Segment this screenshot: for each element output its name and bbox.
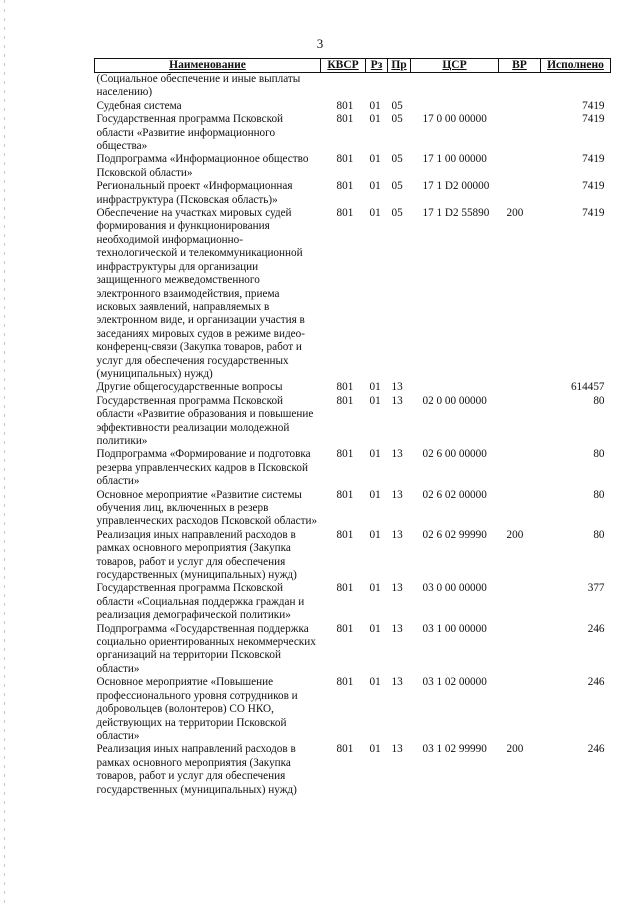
cell-csr: 02 6 02 00000	[422, 488, 487, 501]
cell-vr	[499, 100, 541, 113]
cell-pr: 13	[391, 448, 403, 461]
cell-rz: 01	[369, 528, 381, 541]
cell-rz: 01	[369, 153, 381, 166]
table-row	[95, 623, 611, 677]
cell-name: Основное мероприятие «Повышение профессионального уровня сотрудников и добровольцев (волонтеров) СО НКО, действующих на территории Псковской области»	[96, 676, 298, 742]
cell-kvsr: 801	[336, 488, 354, 501]
cell-vr	[499, 582, 541, 622]
table-row	[95, 73, 611, 100]
cell-csr	[411, 100, 499, 113]
cell-vr	[499, 381, 541, 394]
table-row	[95, 100, 611, 113]
scan-edge	[4, 0, 5, 905]
cell-vr	[499, 395, 541, 449]
cell-kvsr: 801	[336, 180, 354, 193]
cell-vr: 200	[506, 207, 524, 220]
table-row	[95, 529, 611, 583]
cell-kvsr: 801	[336, 622, 354, 635]
cell-pr: 13	[391, 488, 403, 501]
cell-vr	[499, 623, 541, 677]
table-row	[95, 207, 611, 381]
table-row	[95, 743, 611, 797]
cell-kvsr: 801	[336, 582, 354, 595]
cell-isp: 377	[587, 582, 605, 595]
header-isp: Исполнено	[541, 59, 611, 73]
cell-pr: 05	[391, 153, 403, 166]
header-kvsr: КВСР	[321, 59, 366, 73]
cell-vr	[499, 489, 541, 529]
cell-kvsr: 801	[336, 381, 354, 394]
cell-name: Государственная программа Псковской области «Социальная поддержка граждан и реализация демографической политики»	[96, 582, 305, 622]
cell-vr	[499, 153, 541, 180]
table-body	[95, 73, 611, 797]
cell-rz: 01	[369, 582, 381, 595]
cell-rz: 01	[369, 488, 381, 501]
cell-csr: 17 1 00 00000	[422, 153, 487, 166]
cell-name: (Социальное обеспечение и иные выплаты населению)	[96, 73, 301, 99]
cell-kvsr: 801	[336, 394, 354, 407]
cell-kvsr: 801	[336, 207, 354, 220]
table-row	[95, 180, 611, 207]
header-rz: Рз	[366, 59, 388, 73]
cell-rz: 01	[369, 622, 381, 635]
cell-vr	[499, 180, 541, 207]
cell-vr	[499, 676, 541, 743]
cell-vr	[499, 448, 541, 488]
cell-vr: 200	[506, 528, 524, 541]
cell-rz: 01	[369, 180, 381, 193]
cell-pr: 13	[391, 381, 403, 394]
table-row	[95, 489, 611, 529]
table-row	[95, 153, 611, 180]
cell-csr: 17 1 D2 55890	[422, 207, 490, 220]
cell-pr: 05	[391, 207, 403, 220]
cell-kvsr: 801	[336, 99, 354, 112]
cell-isp: 80	[593, 488, 605, 501]
cell-vr: 200	[506, 743, 524, 756]
cell-pr: 13	[391, 394, 403, 407]
cell-kvsr: 801	[336, 528, 354, 541]
cell-name: Подпрограмма «Формирование и подготовка резерва управленческих кадров в Псковской области»	[96, 448, 311, 488]
cell-kvsr: 801	[336, 448, 354, 461]
cell-rz: 01	[369, 394, 381, 407]
table-row	[95, 676, 611, 743]
cell-rz: 01	[369, 99, 381, 112]
cell-csr: 03 1 02 99990	[422, 743, 487, 756]
cell-kvsr: 801	[336, 676, 354, 689]
cell-isp: 246	[587, 622, 605, 635]
cell-csr: 17 1 D2 00000	[422, 180, 490, 193]
cell-rz: 01	[369, 113, 381, 126]
cell-name: Государственная программа Псковской области «Развитие образования и повышение эффективности реализации молодежной политики»	[96, 394, 314, 447]
cell-pr: 05	[391, 113, 403, 126]
cell-csr: 17 0 00 00000	[422, 113, 487, 126]
cell-csr: 02 6 00 00000	[422, 448, 487, 461]
cell-pr: 13	[391, 676, 403, 689]
cell-isp: 246	[587, 743, 605, 756]
cell-isp: 246	[587, 676, 605, 689]
cell-rz: 01	[369, 381, 381, 394]
cell-name: Другие общегосударственные вопросы	[96, 381, 283, 394]
cell-isp	[541, 73, 611, 100]
cell-rz: 01	[369, 743, 381, 756]
table-row	[95, 381, 611, 394]
budget-table	[94, 58, 611, 797]
cell-rz: 01	[369, 207, 381, 220]
header-name: Наименование	[95, 59, 321, 73]
cell-isp: 614457	[570, 381, 605, 394]
cell-vr	[499, 113, 541, 153]
table-row	[95, 395, 611, 449]
cell-name: Обеспечение на участках мировых судей формирования и функционирования необходимой информационно-технологической и телекоммуникационной инфраструктуры для организации защищенного межведомственного электронного взаимодействия, приема исковых заявлений, направляемых в электронном виде, и организации участия в заседаниях мировых судов в режиме видео-конференц-связи (Закупка товаров, работ и услуг для обеспечения государственных (муниципальных) нужд)	[96, 207, 305, 380]
header-csr: ЦСР	[411, 59, 499, 73]
table-row	[95, 448, 611, 488]
cell-isp: 7419	[582, 113, 605, 126]
table-header	[95, 59, 611, 73]
cell-name: Государственная программа Псковской области «Развитие информационного общества»	[96, 113, 284, 153]
cell-pr: 05	[391, 99, 403, 112]
page-number: 3	[316, 36, 324, 51]
table-row	[95, 582, 611, 622]
table-row	[95, 113, 611, 153]
cell-isp: 80	[593, 448, 605, 461]
cell-csr	[411, 381, 499, 394]
cell-rz: 01	[369, 448, 381, 461]
cell-name: Основное мероприятие «Развитие системы обучения лиц, включенных в резерв управленческих расходов Псковской области»	[96, 488, 318, 528]
cell-pr: 13	[391, 743, 403, 756]
cell-pr: 05	[391, 180, 403, 193]
cell-kvsr	[321, 73, 366, 100]
cell-name: Реализация иных направлений расходов в рамках основного мероприятия (Закупка товаров, работ и услуг для обеспечения государственных (муниципальных) нужд)	[96, 528, 297, 582]
cell-pr: 13	[391, 582, 403, 595]
cell-csr: 02 0 00 00000	[422, 394, 487, 407]
cell-csr: 03 0 00 00000	[422, 582, 487, 595]
cell-csr: 03 1 00 00000	[422, 622, 487, 635]
cell-csr: 02 6 02 99990	[422, 528, 487, 541]
cell-isp: 7419	[582, 207, 605, 220]
header-vr: ВР	[499, 59, 541, 73]
cell-pr	[388, 73, 411, 100]
cell-kvsr: 801	[336, 153, 354, 166]
cell-vr	[499, 73, 541, 100]
cell-isp: 80	[593, 394, 605, 407]
cell-rz: 01	[369, 676, 381, 689]
cell-name: Подпрограмма «Государственная поддержка социально ориентированных некоммерческих организаций на территории Псковской области»	[96, 622, 316, 675]
cell-pr: 13	[391, 622, 403, 635]
cell-csr: 03 1 02 00000	[422, 676, 487, 689]
cell-pr: 13	[391, 528, 403, 541]
cell-name: Реализация иных направлений расходов в рамках основного мероприятия (Закупка товаров, работ и услуг для обеспечения государственных (муниципальных) нужд)	[96, 743, 297, 796]
cell-isp: 7419	[582, 153, 605, 166]
cell-kvsr: 801	[336, 113, 354, 126]
cell-isp: 7419	[582, 99, 605, 112]
header-pr: Пр	[388, 59, 411, 73]
cell-isp: 7419	[582, 180, 605, 193]
cell-isp: 80	[593, 528, 605, 541]
cell-kvsr: 801	[336, 743, 354, 756]
cell-name: Судебная система	[96, 99, 182, 112]
cell-name: Региональный проект «Информационная инфраструктура (Псковская область)»	[96, 180, 293, 206]
cell-csr	[411, 73, 499, 100]
cell-rz	[366, 73, 388, 100]
cell-name: Подпрограмма «Информационное общество Псковской области»	[96, 153, 309, 179]
